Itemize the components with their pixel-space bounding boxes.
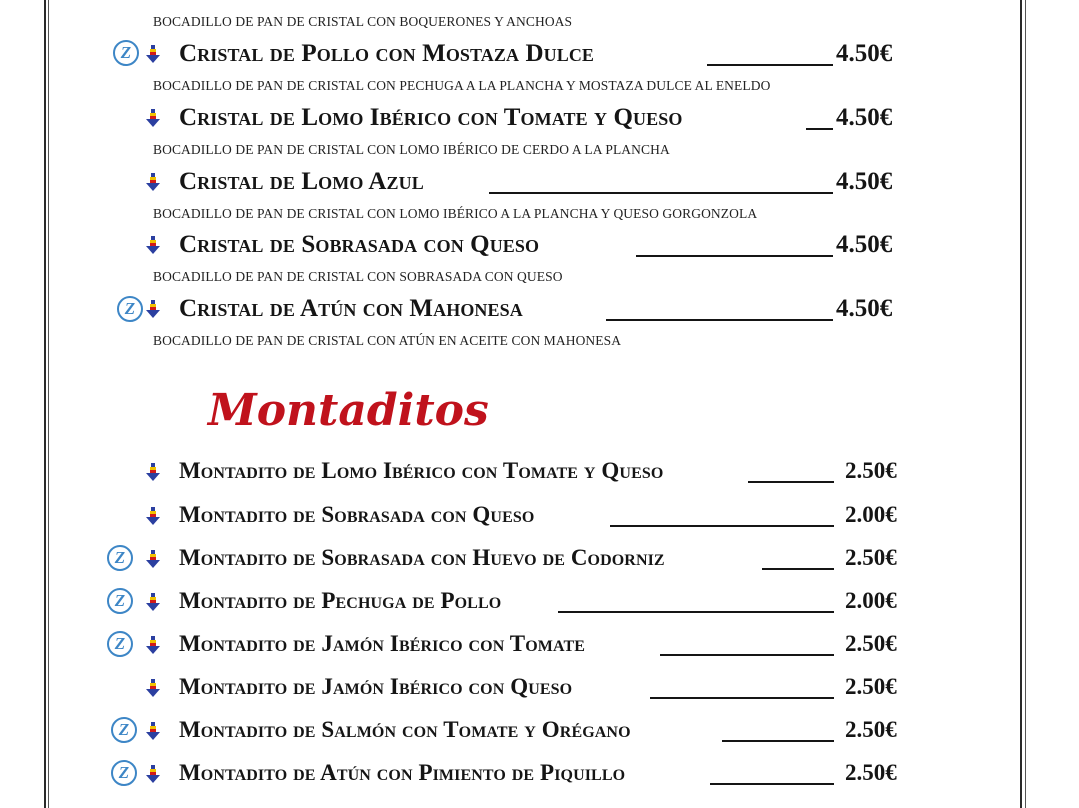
page-border-left <box>44 0 46 808</box>
z-badge-icon: Z <box>107 545 133 571</box>
dash-leader <box>710 783 834 785</box>
dash-leader <box>606 319 833 321</box>
dash-leader <box>806 128 833 130</box>
dash-leader <box>636 255 833 257</box>
item-price: 4.50€ <box>836 104 893 131</box>
z-badge-icon: Z <box>107 631 133 657</box>
dash-leader <box>650 697 834 699</box>
arrow-down-icon <box>145 763 161 785</box>
arrow-down-icon <box>145 461 161 483</box>
item-description: BOCADILLO DE PAN DE CRISTAL CON LOMO IBÉRICO DE CERDO A LA PLANCHA <box>153 142 670 157</box>
z-badge-icon: Z <box>117 296 143 322</box>
item-name: Cristal de Sobrasada con Queso <box>179 231 540 258</box>
item-name: Cristal de Lomo Azul <box>179 168 424 195</box>
z-badge-icon: Z <box>111 760 137 786</box>
item-name: Montadito de Sobrasada con Queso <box>179 502 535 527</box>
item-name: Cristal de Lomo Ibérico con Tomate y Queso <box>179 104 683 131</box>
item-price: 2.50€ <box>845 674 897 699</box>
arrow-down-icon <box>145 298 161 320</box>
arrow-down-icon <box>145 43 161 65</box>
arrow-down-icon <box>145 720 161 742</box>
item-price: 2.50€ <box>845 717 897 742</box>
item-description: BOCADILLO DE PAN DE CRISTAL CON LOMO IBÉRICO A LA PLANCHA Y QUESO GORGONZOLA <box>153 206 758 221</box>
z-badge-icon: Z <box>113 40 139 66</box>
dash-leader <box>610 525 834 527</box>
dash-leader <box>660 654 834 656</box>
item-description: BOCADILLO DE PAN DE CRISTAL CON PECHUGA A LA PLANCHA Y MOSTAZA DULCE AL ENELDO <box>153 78 771 93</box>
cut-off-item <box>0 0 1079 9</box>
item-name: Montadito de Salmón con Tomate y Orégano <box>179 717 631 742</box>
item-price: 2.00€ <box>845 502 897 527</box>
item-price: 2.50€ <box>845 545 897 570</box>
item-price: 2.50€ <box>845 631 897 656</box>
item-description: BOCADILLO DE PAN DE CRISTAL CON SOBRASADA CON QUESO <box>153 269 563 284</box>
page-border-right-inner <box>1025 0 1026 808</box>
item-price: 4.50€ <box>836 168 893 195</box>
section-title: Montaditos <box>208 385 489 436</box>
z-badge-icon: Z <box>111 717 137 743</box>
arrow-down-icon <box>145 548 161 570</box>
arrow-down-icon <box>145 107 161 129</box>
dash-leader <box>489 192 833 194</box>
item-name: Montadito de Sobrasada con Huevo de Codorniz <box>179 545 665 570</box>
arrow-down-icon <box>145 677 161 699</box>
item-name: Montadito de Jamón Ibérico con Tomate <box>179 631 586 656</box>
page-border-right <box>1020 0 1022 808</box>
dash-leader <box>707 64 833 66</box>
item-price: 2.50€ <box>845 760 897 785</box>
dash-leader <box>558 611 834 613</box>
page-border-left-inner <box>48 0 49 808</box>
arrow-down-icon <box>145 171 161 193</box>
item-description: BOCADILLO DE PAN DE CRISTAL CON BOQUERONES Y ANCHOAS <box>153 14 573 29</box>
item-name: Montadito de Lomo Ibérico con Tomate y Queso <box>179 458 664 483</box>
item-name: Cristal de Atún con Mahonesa <box>179 295 523 322</box>
item-price: 2.50€ <box>845 458 897 483</box>
arrow-down-icon <box>145 591 161 613</box>
arrow-down-icon <box>145 634 161 656</box>
item-price: 2.00€ <box>845 588 897 613</box>
dash-leader <box>762 568 834 570</box>
item-price: 4.50€ <box>836 231 893 258</box>
item-description: BOCADILLO DE PAN DE CRISTAL CON ATÚN EN ACEITE CON MAHONESA <box>153 333 622 348</box>
item-name: Montadito de Pechuga de Pollo <box>179 588 502 613</box>
item-name: Cristal de Pollo con Mostaza Dulce <box>179 40 595 67</box>
item-name: Montadito de Atún con Pimiento de Piquillo <box>179 760 626 785</box>
dash-leader <box>722 740 834 742</box>
arrow-down-icon <box>145 234 161 256</box>
z-badge-icon: Z <box>107 588 133 614</box>
item-price: 4.50€ <box>836 295 893 322</box>
item-price: 4.50€ <box>836 40 893 67</box>
arrow-down-icon <box>145 505 161 527</box>
item-name: Montadito de Jamón Ibérico con Queso <box>179 674 573 699</box>
dash-leader <box>748 481 834 483</box>
